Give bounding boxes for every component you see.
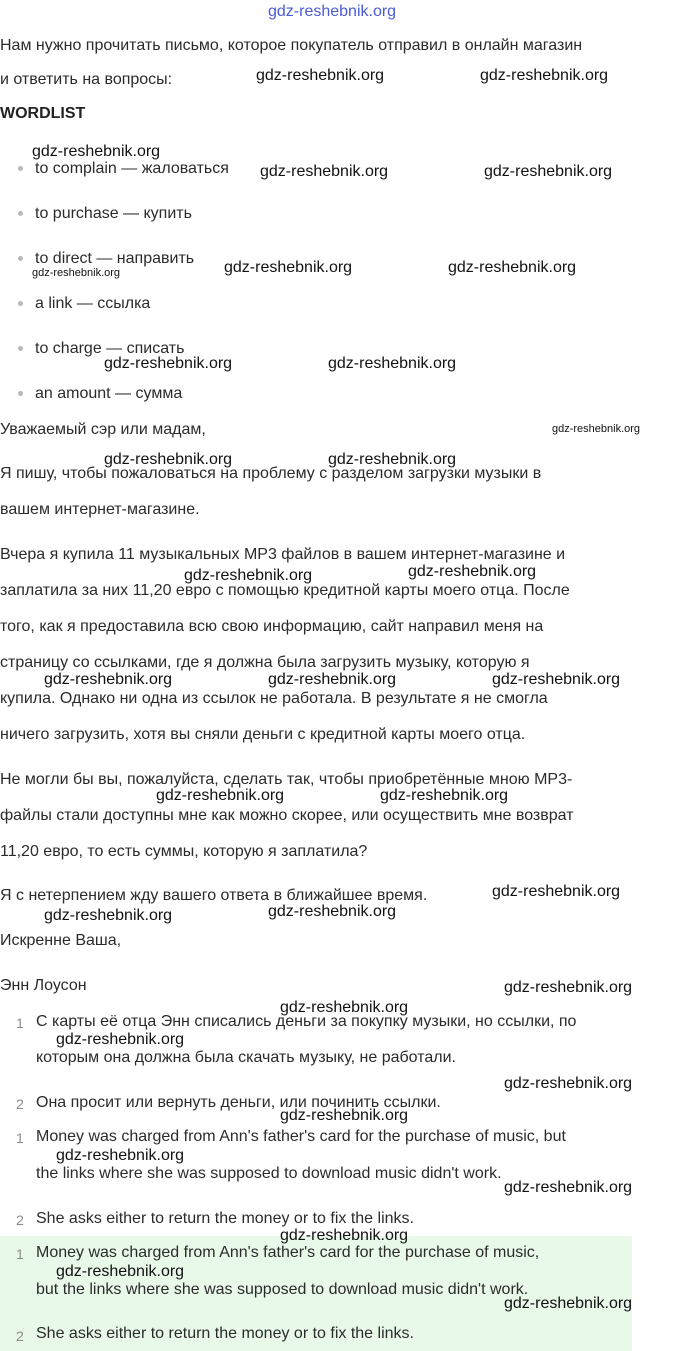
wordlist-item: to complain — жаловаться (18, 159, 229, 179)
watermark: gdz-reshebnik.org (280, 1107, 409, 1124)
bullet-icon (18, 166, 23, 171)
answer-number: 2 (16, 1096, 24, 1112)
wordlist-item: a link — ссылка (18, 294, 150, 314)
answer-ru-line: С карты её отца Энн списались деньги за покупку музыки, но ссылки, по (36, 1013, 577, 1030)
letter-p3-line: 11,20 евро, то есть суммы, которую я заплатила? (0, 843, 368, 860)
letter-p2-line: страницу со ссылками, где я должна была загрузить музыку, которую я (0, 654, 530, 671)
watermark: gdz-reshebnik.org (56, 1263, 185, 1280)
watermark: gdz-reshebnik.org (484, 163, 613, 180)
watermark: gdz-reshebnik.org (448, 259, 577, 276)
letter-p2-line: Вчера я купила 11 музыкальных MP3 файлов в вашем интернет-магазине и (0, 546, 566, 563)
bullet-icon (18, 391, 23, 396)
intro-line-2: и ответить на вопросы: (0, 71, 173, 88)
letter-closing: Искренне Ваша, (0, 932, 122, 949)
watermark: gdz-reshebnik.org (44, 671, 173, 688)
answer-en-highlight-line: She asks either to return the money or to fix the links. (36, 1325, 414, 1342)
letter-p2-line: заплатила за них 11,20 евро с помощью кредитной карты моего отца. После (0, 582, 570, 599)
watermark: gdz-reshebnik.org (56, 1147, 185, 1164)
wordlist-item: to direct — направить (18, 249, 194, 269)
watermark: gdz-reshebnik.org (184, 567, 313, 584)
bullet-icon (18, 256, 23, 261)
letter-p1-line: вашем интернет-магазине. (0, 501, 200, 518)
watermark: gdz-reshebnik.org (408, 563, 537, 580)
watermark: gdz-reshebnik.org (260, 163, 389, 180)
watermark: gdz-reshebnik.org (268, 671, 397, 688)
answer-en-highlight-line: but the links where she was supposed to download music didn't work. (36, 1281, 529, 1298)
watermark: gdz-reshebnik.org (504, 1075, 633, 1092)
answer-en-highlight-line: Money was charged from Ann's father's card for the purchase of music, (36, 1244, 540, 1261)
watermark: gdz-reshebnik.org (380, 787, 509, 804)
bullet-icon (18, 301, 23, 306)
letter-p2-line: того, как я предоставила всю свою информацию, сайт направил меня на (0, 618, 544, 635)
answer-en-line: the links where she was supposed to download music didn't work. (36, 1165, 502, 1182)
wordlist-item: to charge — списать (18, 339, 184, 359)
watermark: gdz-reshebnik.org (492, 883, 621, 900)
letter-p4: Я с нетерпением жду вашего ответа в ближайшее время. (0, 887, 428, 904)
answer-ru-line: которым она должна была скачать музыку, не работали. (36, 1049, 456, 1066)
letter-greeting: Уважаемый сэр или мадам, (0, 421, 206, 438)
watermark: gdz-reshebnik.org (552, 423, 641, 435)
watermark: gdz-reshebnik.org (504, 1179, 633, 1196)
watermark: gdz-reshebnik.org (504, 1295, 633, 1312)
watermark: gdz-reshebnik.org (56, 1031, 185, 1048)
letter-p3-line: файлы стали доступны мне как можно скорее, или осуществить мне возврат (0, 807, 574, 824)
watermark: gdz-reshebnik.org (32, 267, 121, 279)
watermark: gdz-reshebnik.org (32, 143, 161, 160)
letter-p2-line: купила. Однако ни одна из ссылок не работала. В результате я не смогла (0, 690, 548, 707)
watermark: gdz-reshebnik.org (280, 1227, 409, 1244)
bullet-icon (18, 346, 23, 351)
letter-p3-line: Не могли бы вы, пожалуйста, сделать так, чтобы приобретённые мною MP3- (0, 771, 573, 788)
answer-number: 2 (16, 1328, 24, 1344)
watermark: gdz-reshebnik.org (280, 999, 409, 1016)
watermark-top: gdz-reshebnik.org (268, 3, 397, 20)
answer-ru-line: Она просит или вернуть деньги, или починить ссылки. (36, 1094, 441, 1111)
wordlist-item: to purchase — купить (18, 204, 192, 224)
answer-number: 1 (16, 1246, 24, 1262)
letter-p1-line: Я пишу, чтобы пожаловаться на проблему с разделом загрузки музыки в (0, 465, 542, 482)
watermark: gdz-reshebnik.org (104, 355, 233, 372)
watermark: gdz-reshebnik.org (480, 67, 609, 84)
answer-number: 1 (16, 1130, 24, 1146)
letter-p2-line: ничего загрузить, хотя вы сняли деньги с кредитной карты моего отца. (0, 726, 526, 743)
watermark: gdz-reshebnik.org (44, 907, 173, 924)
answer-en-line: She asks either to return the money or to fix the links. (36, 1210, 414, 1227)
watermark: gdz-reshebnik.org (504, 979, 633, 996)
intro-line-1: Нам нужно прочитать письмо, которое покупатель отправил в онлайн магазин (0, 37, 583, 54)
wordlist-item: an amount — сумма (18, 384, 182, 404)
watermark: gdz-reshebnik.org (268, 903, 397, 920)
answer-number: 1 (16, 1015, 24, 1031)
watermark: gdz-reshebnik.org (156, 787, 285, 804)
watermark: gdz-reshebnik.org (104, 451, 233, 468)
answer-en-line: Money was charged from Ann's father's card for the purchase of music, but (36, 1128, 566, 1145)
watermark: gdz-reshebnik.org (328, 451, 457, 468)
letter-signature: Энн Лоусон (0, 977, 87, 994)
watermark: gdz-reshebnik.org (256, 67, 385, 84)
watermark: gdz-reshebnik.org (328, 355, 457, 372)
answer-number: 2 (16, 1212, 24, 1228)
watermark: gdz-reshebnik.org (224, 259, 353, 276)
bullet-icon (18, 211, 23, 216)
watermark: gdz-reshebnik.org (492, 671, 621, 688)
wordlist-title: WORDLIST (0, 105, 86, 122)
